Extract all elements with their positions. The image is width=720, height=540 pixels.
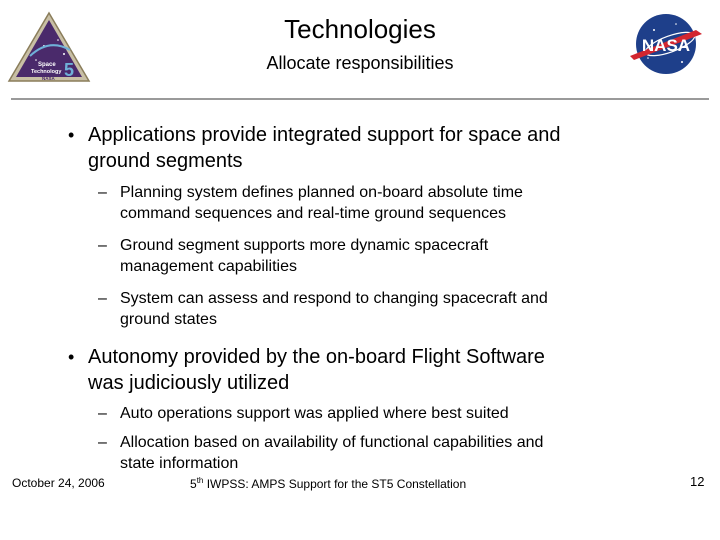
bullet-glyph: •: [68, 125, 75, 145]
bullet-text-line: Applications provide integrated support for space and: [88, 124, 561, 146]
footer-conference: [190, 476, 466, 491]
patch-technology-text: Technology: [31, 69, 62, 75]
sub-bullet-line: Auto operations support was applied where best suited: [120, 405, 509, 422]
nasa-meatball-icon: [626, 10, 706, 78]
dash-glyph: –: [98, 405, 107, 422]
bullet-text-line: ground segments: [88, 150, 243, 172]
slide-subtitle: Allocate responsibilities: [266, 53, 454, 73]
sub-bullet-line: ground states: [120, 311, 217, 328]
patch-nasa-text: NASA: [42, 76, 55, 81]
patch-number-text: 5: [64, 60, 75, 80]
page-number: 12: [690, 474, 705, 489]
header-divider: [11, 98, 709, 100]
bullet-text-line: Autonomy provided by the on-board Flight Software: [88, 346, 545, 368]
bullet-text-line: was judiciously utilized: [88, 372, 290, 394]
sub-bullet-line: management capabilities: [120, 258, 297, 275]
bullet-item: [68, 122, 561, 174]
sub-bullet-item: [98, 432, 544, 474]
dash-glyph: –: [98, 237, 107, 254]
sub-bullet-line: Planning system defines planned on-board absolute time: [120, 184, 523, 201]
patch-space-text: Space: [38, 62, 56, 68]
dash-glyph: –: [98, 184, 107, 201]
footer-conf-text: IWPSS: AMPS Support for the ST5 Constellation: [203, 477, 467, 491]
bullet-item: [68, 344, 545, 396]
nasa-logo-text: NASA: [641, 36, 691, 55]
sub-bullet-item: [98, 288, 548, 330]
footer-conf-ordinal: th: [196, 476, 204, 485]
dash-glyph: –: [98, 290, 107, 307]
sub-bullet-line: command sequences and real-time ground sequences: [120, 205, 507, 222]
sub-bullet-line: Allocation based on availability of functional capabilities and: [120, 434, 544, 451]
sub-bullet-item: [98, 403, 509, 424]
sub-bullet-line: Ground segment supports more dynamic spacecraft: [120, 237, 489, 254]
footer-date: October 24, 2006: [12, 476, 105, 490]
slide-title: Technologies: [284, 14, 436, 44]
dash-glyph: –: [98, 434, 107, 451]
sub-bullet-item: [98, 235, 489, 277]
sub-bullet-line: state information: [120, 455, 239, 472]
bullet-glyph: •: [68, 347, 75, 367]
footer-conf-number: 5: [190, 477, 197, 491]
sub-bullet-line: System can assess and respond to changing spacecraft and: [120, 290, 548, 307]
sub-bullet-item: [98, 182, 523, 224]
